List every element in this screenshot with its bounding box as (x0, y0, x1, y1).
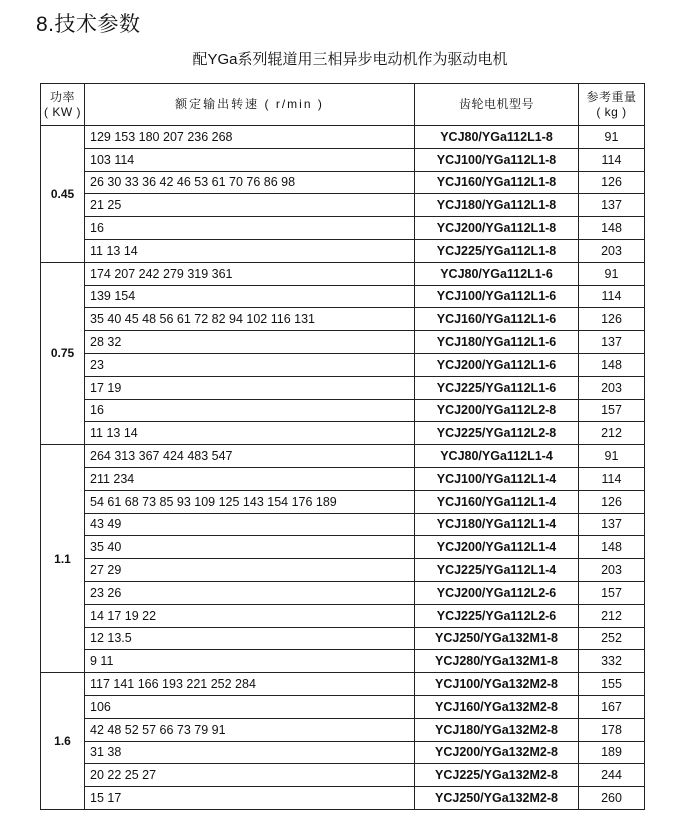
model-cell: YCJ280/YGa132M1-8 (415, 650, 579, 673)
model-cell: YCJ200/YGa132M2-8 (415, 741, 579, 764)
speeds-cell: 54 61 68 73 85 93 109 125 143 154 176 189 (85, 490, 415, 513)
table-row (41, 353, 645, 376)
power-cell: 1.1 (41, 445, 85, 673)
header-row (41, 84, 645, 126)
model-cell: YCJ200/YGa112L1-8 (415, 217, 579, 240)
speeds-cell: 14 17 19 22 (85, 604, 415, 627)
table-row (41, 285, 645, 308)
weight-cell: 178 (579, 718, 645, 741)
speeds-cell: 42 48 52 57 66 73 79 91 (85, 718, 415, 741)
header-power (41, 84, 85, 126)
table-row (41, 239, 645, 262)
weight-cell: 157 (579, 399, 645, 422)
table-row (41, 376, 645, 399)
speeds-cell: 35 40 45 48 56 61 72 82 94 102 116 131 (85, 308, 415, 331)
table-row (41, 764, 645, 787)
weight-cell: 252 (579, 627, 645, 650)
speeds-cell: 35 40 (85, 536, 415, 559)
weight-cell: 148 (579, 536, 645, 559)
speeds-cell: 117 141 166 193 221 252 284 (85, 673, 415, 696)
model-cell: YCJ200/YGa112L2-6 (415, 581, 579, 604)
model-cell: YCJ200/YGa112L1-4 (415, 536, 579, 559)
model-cell: YCJ225/YGa112L1-8 (415, 239, 579, 262)
weight-cell: 203 (579, 559, 645, 582)
table-row (41, 536, 645, 559)
model-cell: YCJ80/YGa112L1-8 (415, 126, 579, 149)
weight-cell: 137 (579, 331, 645, 354)
weight-cell: 244 (579, 764, 645, 787)
table-row (41, 148, 645, 171)
weight-cell: 203 (579, 376, 645, 399)
speeds-cell: 12 13.5 (85, 627, 415, 650)
speeds-cell: 16 (85, 399, 415, 422)
model-cell: YCJ160/YGa112L1-4 (415, 490, 579, 513)
weight-cell: 332 (579, 650, 645, 673)
table-row (41, 467, 645, 490)
table-row (41, 559, 645, 582)
weight-cell: 126 (579, 490, 645, 513)
table-row (41, 695, 645, 718)
speeds-cell: 26 30 33 36 42 46 53 61 70 76 86 98 (85, 171, 415, 194)
model-cell: YCJ160/YGa112L1-6 (415, 308, 579, 331)
weight-cell: 260 (579, 787, 645, 810)
model-cell: YCJ80/YGa112L1-4 (415, 445, 579, 468)
model-cell: YCJ225/YGa112L2-6 (415, 604, 579, 627)
header-weight-label: 参考重量 (586, 89, 637, 104)
speeds-cell: 174 207 242 279 319 361 (85, 262, 415, 285)
table-row (41, 422, 645, 445)
speeds-cell: 211 234 (85, 467, 415, 490)
model-cell: YCJ160/YGa132M2-8 (415, 695, 579, 718)
weight-cell: 114 (579, 285, 645, 308)
speeds-cell: 21 25 (85, 194, 415, 217)
speeds-cell: 129 153 180 207 236 268 (85, 126, 415, 149)
model-cell: YCJ180/YGa132M2-8 (415, 718, 579, 741)
speeds-cell: 23 26 (85, 581, 415, 604)
model-cell: YCJ225/YGa112L1-6 (415, 376, 579, 399)
model-cell: YCJ180/YGa112L1-8 (415, 194, 579, 217)
model-cell: YCJ200/YGa112L1-6 (415, 353, 579, 376)
speeds-cell: 28 32 (85, 331, 415, 354)
weight-cell: 114 (579, 148, 645, 171)
weight-cell: 91 (579, 126, 645, 149)
weight-cell: 148 (579, 353, 645, 376)
speeds-cell: 27 29 (85, 559, 415, 582)
weight-cell: 137 (579, 513, 645, 536)
table-row (41, 673, 645, 696)
weight-cell: 126 (579, 308, 645, 331)
weight-cell: 155 (579, 673, 645, 696)
table-row (41, 650, 645, 673)
table-caption: 配YGa系列辊道用三相异步电动机作为驱动电机 (192, 51, 508, 68)
speeds-cell: 31 38 (85, 741, 415, 764)
table-row (41, 262, 645, 285)
power-cell: 1.6 (41, 673, 85, 810)
model-cell: YCJ100/YGa112L1-8 (415, 148, 579, 171)
model-cell: YCJ100/YGa112L1-6 (415, 285, 579, 308)
weight-cell: 137 (579, 194, 645, 217)
speeds-cell: 17 19 (85, 376, 415, 399)
model-cell: YCJ200/YGa112L2-8 (415, 399, 579, 422)
speeds-cell: 43 49 (85, 513, 415, 536)
weight-cell: 91 (579, 262, 645, 285)
power-cell: 0.75 (41, 262, 85, 444)
weight-cell: 212 (579, 604, 645, 627)
table-row (41, 581, 645, 604)
table-row (41, 604, 645, 627)
weight-cell: 148 (579, 217, 645, 240)
weight-cell: 212 (579, 422, 645, 445)
model-cell: YCJ80/YGa112L1-6 (415, 262, 579, 285)
header-speed: 额定输出转速 ( r/min ) (85, 84, 415, 126)
header-weight-unit: ( kg ) (596, 104, 627, 119)
weight-cell: 114 (579, 467, 645, 490)
model-cell: YCJ180/YGa112L1-4 (415, 513, 579, 536)
speeds-cell: 15 17 (85, 787, 415, 810)
model-cell: YCJ250/YGa132M1-8 (415, 627, 579, 650)
speeds-cell: 23 (85, 353, 415, 376)
header-model: 齿轮电机型号 (415, 84, 579, 126)
spec-table (40, 83, 645, 810)
speeds-cell: 103 114 (85, 148, 415, 171)
model-cell: YCJ180/YGa112L1-6 (415, 331, 579, 354)
model-cell: YCJ225/YGa132M2-8 (415, 764, 579, 787)
table-row (41, 718, 645, 741)
weight-cell: 126 (579, 171, 645, 194)
speeds-cell: 11 13 14 (85, 422, 415, 445)
section-title: 8.技术参数 (36, 13, 141, 36)
speeds-cell: 11 13 14 (85, 239, 415, 262)
table-header (41, 84, 645, 126)
speeds-cell: 16 (85, 217, 415, 240)
table-row (41, 331, 645, 354)
table-row (41, 171, 645, 194)
speeds-cell: 20 22 25 27 (85, 764, 415, 787)
table-row (41, 627, 645, 650)
model-cell: YCJ100/YGa132M2-8 (415, 673, 579, 696)
speeds-cell: 139 154 (85, 285, 415, 308)
speeds-cell: 264 313 367 424 483 547 (85, 445, 415, 468)
weight-cell: 91 (579, 445, 645, 468)
header-power-unit: ( KW ) (44, 104, 81, 119)
weight-cell: 203 (579, 239, 645, 262)
table-row (41, 787, 645, 810)
header-weight (579, 84, 645, 126)
table-row (41, 741, 645, 764)
table-body (41, 126, 645, 810)
table-row (41, 308, 645, 331)
model-cell: YCJ225/YGa112L1-4 (415, 559, 579, 582)
table-row (41, 513, 645, 536)
model-cell: YCJ100/YGa112L1-4 (415, 467, 579, 490)
table-row (41, 399, 645, 422)
speeds-cell: 9 11 (85, 650, 415, 673)
table-row (41, 126, 645, 149)
table-row (41, 194, 645, 217)
weight-cell: 189 (579, 741, 645, 764)
speeds-cell: 106 (85, 695, 415, 718)
header-power-label: 功率 (49, 89, 75, 104)
weight-cell: 167 (579, 695, 645, 718)
power-cell: 0.45 (41, 126, 85, 263)
weight-cell: 157 (579, 581, 645, 604)
table-row (41, 217, 645, 240)
model-cell: YCJ160/YGa112L1-8 (415, 171, 579, 194)
table-row (41, 445, 645, 468)
table-row (41, 490, 645, 513)
model-cell: YCJ225/YGa112L2-8 (415, 422, 579, 445)
model-cell: YCJ250/YGa132M2-8 (415, 787, 579, 810)
